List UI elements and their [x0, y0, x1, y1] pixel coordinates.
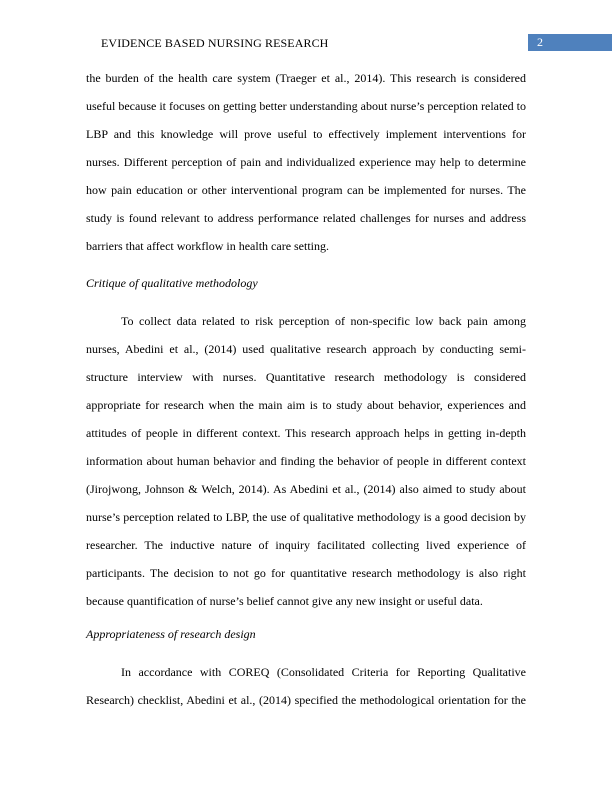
text-line: In accordance with COREQ (Consolidated Criteria for Reporting Qualitative: [121, 665, 526, 679]
page-number-bar: [528, 34, 612, 51]
text-line: nurses, Abedini et al., (2014) used qualitative research approach by conducting semi-: [86, 342, 526, 356]
text-line: how pain education or other interventional program can be implemented for nurses. The: [86, 183, 526, 197]
text-line: (Jirojwong, Johnson & Welch, 2014). As Abedini et al., (2014) also aimed to study about: [86, 482, 526, 496]
text-line: nurse’s perception related to LBP, the use of qualitative methodology is a good decision by: [86, 510, 526, 524]
section-heading-qualitative-methodology: Critique of qualitative methodology: [86, 276, 258, 290]
text-line: because quantification of nurse’s belief cannot give any new insight or useful data.: [86, 594, 483, 608]
text-line: information about human behavior and finding the behavior of people in different context: [86, 454, 526, 468]
text-line: appropriate for research when the main aim is to study about behavior, experiences and: [86, 398, 526, 412]
text-line: To collect data related to risk perception of non-specific low back pain among: [121, 314, 526, 328]
text-line: Research) checklist, Abedini et al., (2014) specified the methodological orientation for the: [86, 693, 526, 707]
text-line: attitudes of people in different context. This research approach helps in getting in-depth: [86, 426, 526, 440]
text-line: LBP and this knowledge will prove useful to effectively implement interventions for: [86, 127, 526, 141]
text-line: barriers that affect workflow in health care setting.: [86, 239, 330, 253]
text-line: researcher. The inductive nature of inquiry facilitated collecting lived experience of: [86, 538, 526, 552]
text-line: study is found relevant to address performance related challenges for nurses and address: [86, 211, 526, 225]
text-line: the burden of the health care system (Traeger et al., 2014). This research is considered: [86, 71, 526, 85]
page-number: 2: [537, 35, 543, 49]
running-head-title: EVIDENCE BASED NURSING RESEARCH: [101, 36, 329, 50]
paragraph-1: [86, 71, 526, 267]
text-line: structure interview with nurses. Quantitative research methodology is considered: [86, 370, 526, 384]
text-line: participants. The decision to not go for quantitative research methodology is also right: [86, 566, 526, 580]
section-heading-research-design: Appropriateness of research design: [86, 627, 256, 641]
paragraph-2: [86, 314, 526, 622]
text-line: nurses. Different perception of pain and individualized experience may help to determine: [86, 155, 526, 169]
paragraph-3: [86, 665, 526, 721]
text-line: useful because it focuses on getting better understanding about nurse’s perception related to: [86, 99, 526, 113]
